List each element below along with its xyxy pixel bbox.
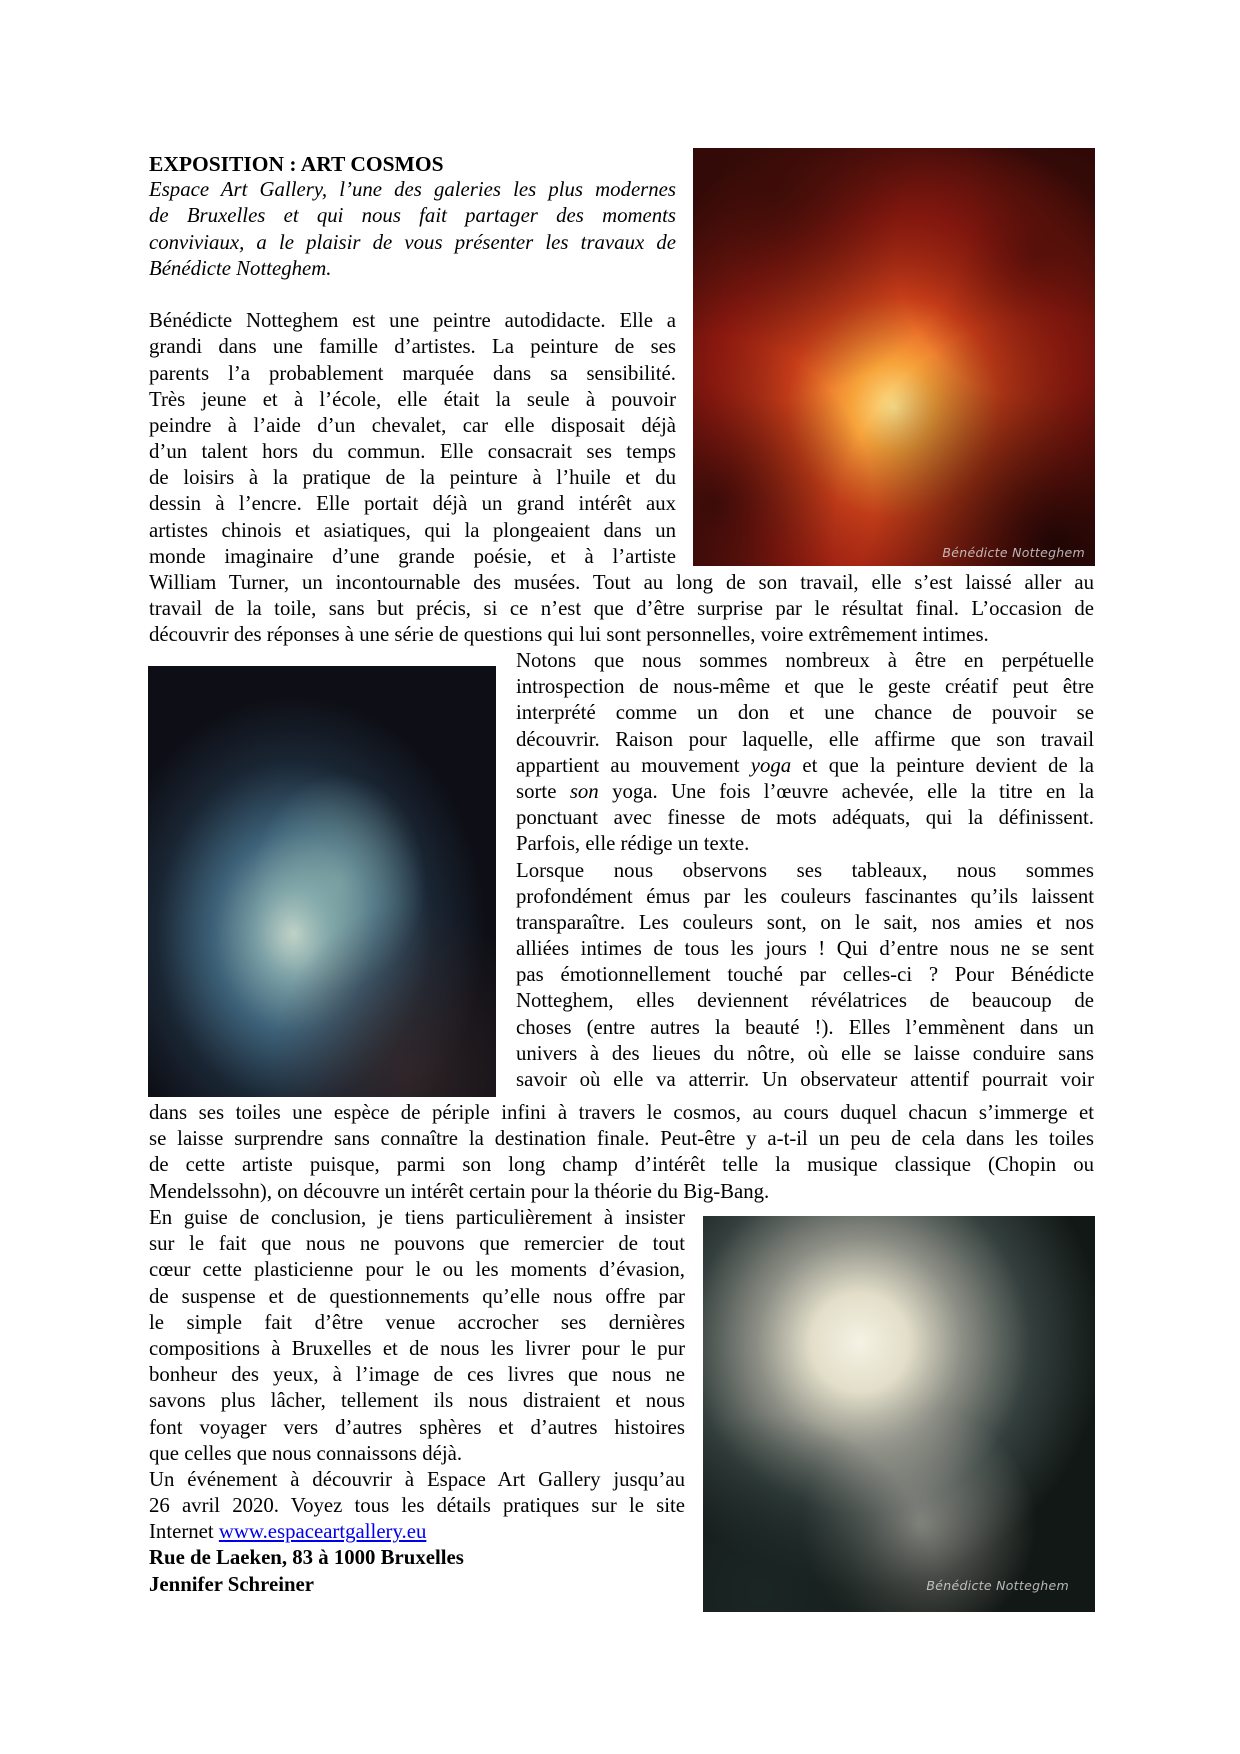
intro-line: Bénédicte Notteghem. <box>149 256 332 280</box>
author-name: Jennifer Schreiner <box>149 1572 315 1596</box>
painting-red-cosmos <box>693 148 1095 566</box>
blank-line <box>149 282 676 308</box>
paragraph-line: univers à des lieues du nôtre, où elle se laisse conduire sans <box>516 1041 1094 1065</box>
paragraph-line: Parfois, elle rédige un texte. <box>516 832 750 856</box>
paragraph-line: ponctuant avec finesse de mots adéquats, qui la définissent. <box>516 806 1094 830</box>
paragraph-line: découvrir des réponses à une série de questions qui lui sont personnelles, voire extrêmement intimes. <box>149 623 989 647</box>
paragraph-line: grandi dans une famille d’artistes. La peinture de ses <box>149 335 676 359</box>
paragraph-line: introspection de nous-même et que le geste créatif peut être <box>516 675 1094 699</box>
text-run: et que la peinture devient de la <box>791 753 1094 777</box>
paragraph-line: dans ses toiles une espèce de périple infini à travers le cosmos, au cours duquel chacun s’immerge et <box>149 1101 1094 1124</box>
article-wide-block-1 <box>149 570 1094 649</box>
painting-signature: Bénédicte Notteghem <box>942 545 1085 560</box>
paragraph-line <box>516 753 1094 779</box>
paragraph-line: Lorsque nous observons ses tableaux, nous sommes <box>516 858 1094 882</box>
paragraph-line: Un événement à découvrir à Espace Art Gallery jusqu’au <box>149 1467 685 1491</box>
paragraph-line: choses (entre autres la beauté !). Elles l’emmènent dans un <box>516 1015 1094 1039</box>
paragraph-line: que celles que nous connaissons déjà. <box>149 1441 463 1465</box>
intro-line: de Bruxelles et qui nous fait partager des moments <box>149 204 676 228</box>
paragraph-line: transparaître. Les couleurs sont, on le sait, nos amies et nos <box>516 910 1094 934</box>
paragraph-line: de suspense et de questionnements qu’elle nous offre par <box>149 1284 685 1308</box>
article-bottom-block <box>149 1205 685 1598</box>
paragraph-line: font voyager vers d’autres sphères et d’autres histoires <box>149 1415 685 1439</box>
paragraph-line: parents l’a probablement marquée dans sa sensibilité. <box>149 361 676 385</box>
article-top-block <box>149 151 676 570</box>
paragraph-line: le simple fait d’être venue accrocher ses dernières <box>149 1310 685 1334</box>
article-title: EXPOSITION : ART COSMOS <box>149 152 444 176</box>
paragraph-line: Notteghem, elles deviennent révélatrices de beaucoup de <box>516 989 1094 1013</box>
address-line: Rue de Laeken, 83 à 1000 Bruxelles <box>149 1546 464 1570</box>
paragraph-line: se laisse surprendre sans connaître la destination finale. Peut-être y a-t-il un peu de cela dans les toiles <box>149 1127 1094 1151</box>
paragraph-line: cœur cette plasticienne pour le ou les moments d’évasion, <box>149 1258 685 1282</box>
text-run: sorte <box>516 779 570 803</box>
website-link[interactable]: www.espaceartgallery.eu <box>218 1520 427 1544</box>
paragraph-line: savons plus lâcher, tellement ils nous distraient et nous <box>149 1389 685 1413</box>
painting-blue-cosmos <box>148 666 496 1097</box>
intro-line: conviviaux, a le plaisir de vous présenter les travaux de <box>149 230 676 254</box>
painting-white-cosmos <box>703 1216 1095 1612</box>
paragraph-line: interprété comme un don et une chance de pouvoir se <box>516 701 1094 725</box>
intro-line: Espace Art Gallery, l’une des galeries les plus modernes <box>149 178 676 202</box>
paragraph-line: découvrir. Raison pour laquelle, elle affirme que son travail <box>516 727 1094 751</box>
text-run: Internet <box>149 1520 219 1544</box>
paragraph-line: En guise de conclusion, je tiens particulièrement à insister <box>149 1206 685 1229</box>
text-run-italic: son <box>569 779 599 803</box>
paragraph-line: peindre à l’aide d’un chevalet, car elle disposait déjà <box>149 413 676 437</box>
paragraph-line: d’un talent hors du commun. Elle consacrait ses temps <box>149 440 676 464</box>
paragraph-line: de loisirs à la pratique de la peinture à l’huile et du <box>149 466 676 490</box>
paragraph-line: bonheur des yeux, à l’image de ces livres que nous ne <box>149 1363 685 1387</box>
paragraph-line: Bénédicte Notteghem est une peintre autodidacte. Elle a <box>149 309 676 333</box>
paragraph-line: pas émotionnellement touché par celles-ci ? Pour Bénédicte <box>516 963 1094 987</box>
paragraph-line: Très jeune et à l’école, elle était la seule à pouvoir <box>149 387 676 411</box>
paragraph-line: William Turner, un incontournable des musées. Tout au long de son travail, elle s’est laissé aller au <box>149 571 1094 594</box>
text-run-italic: yoga <box>750 753 792 777</box>
paragraph-line: Notons que nous sommes nombreux à être en perpétuelle <box>516 649 1094 672</box>
article-wide-block-2 <box>149 1100 1094 1205</box>
paragraph-line: dessin à l’encre. Elle portait déjà un grand intérêt aux <box>149 492 676 516</box>
paragraph-line: 26 avril 2020. Voyez tous les détails pratiques sur le site <box>149 1494 685 1518</box>
painting-signature: Bénédicte Notteghem <box>926 1578 1069 1593</box>
text-run: appartient au mouvement <box>516 753 751 777</box>
paragraph-line: travail de la toile, sans but précis, si ce n’est que d’être surprise par le résultat final. L’occasion de <box>149 597 1094 621</box>
paragraph-line: Mendelssohn), on découvre un intérêt certain pour la théorie du Big-Bang. <box>149 1179 770 1203</box>
paragraph-line: alliées intimes de tous les jours ! Qui d’entre nous ne se sent <box>516 937 1094 961</box>
paragraph-line: monde imaginaire d’une grande poésie, et à l’artiste <box>149 544 676 568</box>
paragraph-line <box>516 779 1094 805</box>
paragraph-line <box>149 1519 685 1545</box>
paragraph-line: compositions à Bruxelles et de nous les livrer pour le pur <box>149 1336 685 1360</box>
paragraph-line: savoir où elle va atterrir. Un observateur attentif pourrait voir <box>516 1068 1094 1091</box>
paragraph-line: profondément émus par les couleurs fascinantes qu’ils laissent <box>516 884 1094 908</box>
paragraph-line: artistes chinois et asiatiques, qui la plongeaient dans un <box>149 518 676 542</box>
article-right-block <box>516 648 1094 1093</box>
text-run: yoga. Une fois l’œuvre achevée, elle la titre en la <box>598 779 1094 803</box>
paragraph-line: sur le fait que nous ne pouvons que remercier de tout <box>149 1232 685 1256</box>
paragraph-line: de cette artiste puisque, parmi son long champ d’intérêt telle la musique classique (Chopin ou <box>149 1153 1094 1177</box>
